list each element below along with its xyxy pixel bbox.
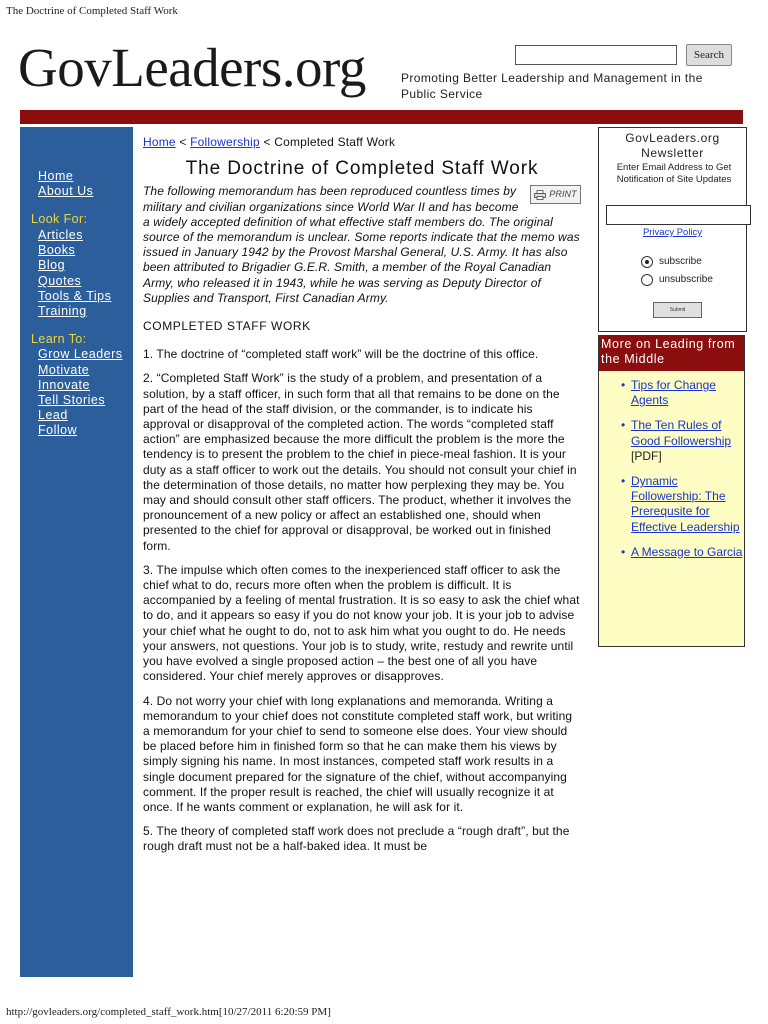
sidebar-link-innovate[interactable]: Innovate: [38, 378, 90, 392]
section-heading: COMPLETED STAFF WORK: [143, 319, 311, 334]
unsubscribe-radio[interactable]: [641, 274, 653, 286]
sidebar-link-blog[interactable]: Blog: [38, 258, 66, 272]
breadcrumb-separator: <: [263, 135, 271, 149]
sidebar-link-tell-stories[interactable]: Tell Stories: [38, 393, 106, 407]
newsletter-email-input[interactable]: [606, 205, 751, 225]
sidebar-link-training[interactable]: Training: [38, 304, 87, 318]
article-paragraph: 3. The impulse which often comes to the inexperienced staff officer to ask the chief what to do, recurs more often when the problem is difficult. It is accompanied by a feeling of mental frustration. It is so easy to ask the chief what to do, and it appears so easy if you do not know your job. It is your job to advise your chief what he ought to do, not to ask him what you ought to do. He needs your answers, not questions. Your job is to study, write, restudy and rewrite until you have evolved a single proposed action – the best one of all you have considered. Your chief merely approves or disapproves.: [143, 562, 580, 684]
site-logo[interactable]: GovLeaders.org: [18, 37, 366, 98]
link-ten-rules-of-good-followership[interactable]: The Ten Rules of Good Followership: [631, 418, 732, 448]
sidebar-link-follow[interactable]: Follow: [38, 423, 78, 437]
link-tips-for-change-agents[interactable]: Tips for Change Agents: [631, 378, 716, 408]
print-button[interactable]: [530, 185, 581, 204]
more-on-leading-box: [598, 335, 745, 647]
sidebar-link-quotes[interactable]: Quotes: [38, 274, 82, 288]
more-links-list: [599, 378, 744, 570]
list-item: [599, 474, 744, 535]
breadcrumb-followership[interactable]: Followership: [190, 135, 260, 149]
breadcrumb-current: Completed Staff Work: [274, 135, 396, 149]
unsubscribe-label: unsubscribe: [659, 274, 713, 285]
breadcrumb: [143, 135, 581, 150]
sidebar-link-grow-leaders[interactable]: Grow Leaders: [38, 347, 123, 361]
browser-page-title: The Doctrine of Completed Staff Work: [6, 5, 178, 17]
left-sidebar: [20, 127, 133, 977]
article-intro: [143, 184, 581, 306]
sidebar-link-articles[interactable]: Articles: [38, 228, 83, 242]
search-input[interactable]: [515, 45, 677, 65]
article-paragraph: 5. The theory of completed staff work does not preclude a “rough draft”, but the rough draft must not be a half-baked idea. It must be: [143, 824, 570, 854]
subscribe-radio[interactable]: [641, 256, 653, 268]
list-item: [599, 545, 744, 560]
pdf-tag: [PDF]: [631, 448, 662, 463]
article-paragraph: 2. “Completed Staff Work” is the study of a problem, and presentation of a solution, by a staff officer, in such form that all that remains to be done on the part of the head of the staff division, or the commander, is to indicate his approval or disapproval of the completed action. The words “completed staff action” are emphasized because the more difficult the problem is the more the tendency is to present the problem to the chief in piece-meal fashion. It is your duty as a staff officer to work out the details. You should not consult your chief in the determination of those details, no matter how perplexing they may be. You may and should consult other staff officers. The product, whether it involves the pronouncement of a new policy or affect an established one, should when presented to the chief for approval or disapproval, be worked out in finished form.: [143, 371, 577, 553]
article-paragraph: 4. Do not worry your chief with long explanations and memoranda. Writing a memorandum to your chief does not constitute completed staff work, but writing a memorandum for your chief to send to someone else does. Your view should be placed before him in finished form so that he can make them his views by simply signing his name. In most instances, competed staff work results in a single document prepared for the signature of the chief, without accompanying comment. If the proper result is reached, the chief will usually recognize it at once. If he wants comment or explanation, he will ask for it.: [143, 693, 573, 814]
footer-url: http://govleaders.org/completed_staff_work.htm[10/27/2011 6:20:59 PM]: [6, 1006, 331, 1018]
print-label: PRINT: [549, 189, 577, 200]
breadcrumb-separator: <: [179, 135, 187, 149]
more-box-title: More on Leading from the Middle: [599, 336, 744, 371]
newsletter-description: Enter Email Address to Get Notification of Site Updates: [616, 162, 732, 185]
header-divider-bar: [20, 110, 743, 124]
article-main: [143, 135, 581, 864]
printer-icon: [534, 190, 546, 200]
sidebar-link-motivate[interactable]: Motivate: [38, 363, 90, 377]
article-intro-text: The following memorandum has been reproduced countless times by military and civilian organizations since World War II and has become a widely accepted definition of what effective staff members do. The original source of the memorandum is unclear. Some reports indicate that the memo was issued in January 1942 by the Provost Marshal General, U.S. Army. It has also been attributed to Brigadier G.E.R. Smith, a member of the Royal Canadian Army, who released it in 1943, while he was serving as Deputy Director of Supplies and Transport, First Canadian Army.: [143, 184, 580, 305]
privacy-policy-link[interactable]: Privacy Policy: [642, 227, 703, 238]
newsletter-submit-button[interactable]: Submit: [653, 302, 702, 318]
list-item: [599, 418, 744, 464]
article-paragraph: 1. The doctrine of “completed staff work” will be the doctrine of this office.: [143, 347, 539, 362]
search-button[interactable]: Search: [686, 44, 732, 66]
sidebar-link-home[interactable]: Home: [38, 169, 74, 183]
sidebar-heading-learn-to: Learn To:: [31, 332, 87, 346]
article-title: The Doctrine of Completed Staff Work: [185, 158, 539, 180]
sidebar-link-lead[interactable]: Lead: [38, 408, 68, 422]
link-dynamic-followership[interactable]: Dynamic Followership: The Prerequsite for Effective Leadership: [631, 474, 740, 534]
site-tagline: Promoting Better Leadership and Management in the Public Service: [401, 71, 703, 101]
subscribe-label: subscribe: [659, 256, 702, 267]
sidebar-link-books[interactable]: Books: [38, 243, 76, 257]
sidebar-heading-look-for: Look For:: [31, 212, 88, 226]
breadcrumb-home[interactable]: Home: [143, 135, 176, 149]
sidebar-link-about-us[interactable]: About Us: [38, 184, 94, 198]
list-item: [599, 378, 744, 408]
newsletter-title: GovLeaders.org Newsletter: [625, 131, 720, 160]
newsletter-box: [598, 127, 747, 332]
sidebar-link-tools-tips[interactable]: Tools & Tips: [38, 289, 112, 303]
link-message-to-garcia[interactable]: A Message to Garcia: [631, 544, 743, 559]
